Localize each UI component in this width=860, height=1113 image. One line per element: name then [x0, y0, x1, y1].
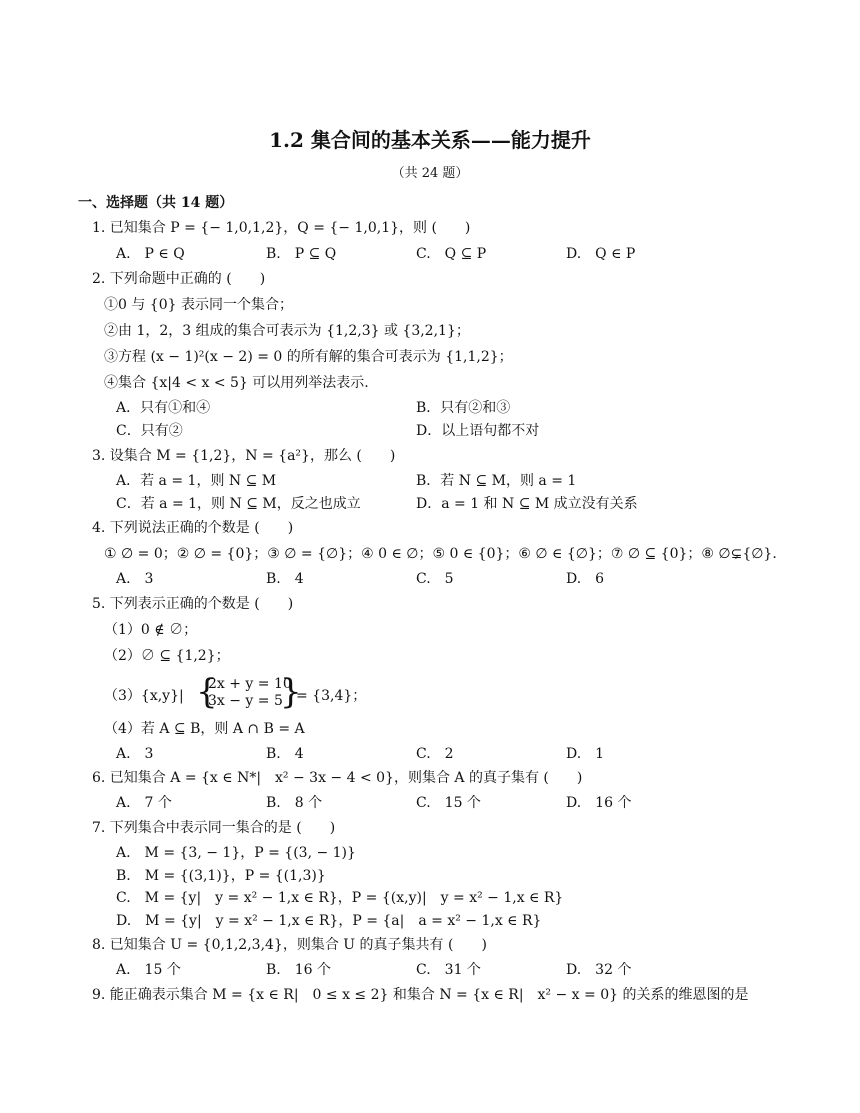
- option-d: D. 1: [566, 746, 605, 762]
- option-c: C. 2: [416, 746, 454, 762]
- option-b: B．只有②和③: [416, 400, 511, 416]
- question-3-options-row2: [0, 495, 860, 513]
- option-c: C．只有②: [116, 423, 183, 439]
- option-d: D. 6: [566, 571, 605, 587]
- question-2-options-row1: [0, 399, 860, 417]
- left-brace: {: [196, 672, 218, 712]
- question-2-item: ②由 1，2，3 组成的集合可表示为 {1,2,3} 或 {3,2,1}；: [104, 323, 470, 339]
- question-5-item: （1）0 ∉ ∅；: [104, 622, 198, 638]
- option-b: B. 16 个: [266, 962, 332, 978]
- option-a: A. 15 个: [116, 962, 181, 978]
- option-a: A. 3: [116, 746, 154, 762]
- option-b: B．若 N ⊆ M，则 a = 1: [416, 473, 577, 489]
- question-4-stem: 4. 下列说法正确的个数是 ( ): [92, 520, 294, 536]
- item-prefix: （3）{x,y}|: [104, 688, 184, 704]
- option-d: D. 16 个: [566, 795, 632, 811]
- question-5-options: [0, 745, 860, 763]
- option-b: B. 8 个: [266, 795, 323, 811]
- option-b: B. 4: [266, 571, 304, 587]
- question-2-item: ③方程 (x − 1)²(x − 2) = 0 的所有解的集合可表示为 {1,1,2}；: [104, 349, 513, 365]
- item-suffix: = {3,4}；: [296, 688, 367, 704]
- option-b: B. P ⊆ Q: [266, 246, 337, 262]
- question-6-options: [0, 794, 860, 812]
- option-a: A. 3: [116, 571, 154, 587]
- question-4-options: [0, 570, 860, 588]
- option-c: C．若 a = 1，则 N ⊆ M，反之也成立: [116, 496, 361, 512]
- question-5-item: （2）∅ ⊆ {1,2}；: [104, 648, 230, 664]
- option-d: D．a = 1 和 N ⊆ M 成立没有关系: [416, 496, 638, 512]
- option-a: A. 7 个: [116, 795, 172, 811]
- page-title: 1.2 集合间的基本关系——能力提升: [269, 128, 591, 152]
- question-2-stem: 2. 下列命题中正确的 ( ): [92, 271, 266, 287]
- question-3-options-row1: [0, 472, 860, 490]
- option-c: C. 15 个: [416, 795, 481, 811]
- option-c: C. Q ⊆ P: [416, 246, 487, 262]
- question-1-options: [0, 245, 860, 263]
- question-6-stem: 6. 已知集合 A = {x ∈ N*| x² − 3x − 4 < 0}，则集合 A 的真子集有 ( ): [92, 770, 583, 786]
- page-subtitle: （共 24 题）: [391, 166, 469, 181]
- option-a: A．只有①和④: [116, 400, 211, 416]
- section-heading: 一、选择题（共 14 题）: [78, 195, 234, 211]
- question-8-options: [0, 961, 860, 979]
- option-a: A．若 a = 1，则 N ⊆ M: [116, 473, 277, 489]
- question-8-stem: 8. 已知集合 U = {0,1,2,3,4}，则集合 U 的真子集共有 ( ): [92, 937, 487, 953]
- option-c: C. 31 个: [416, 962, 481, 978]
- question-2-item: ④集合 {x|4 < x < 5} 可以用列举法表示.: [104, 375, 369, 391]
- question-2-options-row2: [0, 422, 860, 440]
- option-a: A. M = {3, − 1}，P = {(3, − 1)}: [116, 845, 356, 861]
- option-d: D. M = {y| y = x² − 1,x ∈ R}，P = {a| a = x² − 1,x ∈ R}: [116, 913, 542, 929]
- option-b: B. M = {(3,1)}，P = {(1,3)}: [116, 868, 326, 884]
- option-b: B. 4: [266, 746, 304, 762]
- equation-1: 2x + y = 10: [208, 676, 292, 692]
- question-2-item: ①0 与 {0} 表示同一个集合；: [104, 297, 293, 313]
- option-d: D. 32 个: [566, 962, 632, 978]
- option-a: A. P ∈ Q: [116, 246, 185, 262]
- option-d: D. Q ∈ P: [566, 246, 636, 262]
- question-5-stem: 5. 下列表示正确的个数是 ( ): [92, 596, 294, 612]
- equation-2: 3x − y = 5: [208, 693, 283, 709]
- right-brace: }: [280, 672, 302, 712]
- question-5-item: （4）若 A ⊆ B，则 A ∩ B = A: [104, 721, 305, 737]
- question-9-stem: 9. 能正确表示集合 M = {x ∈ R| 0 ≤ x ≤ 2} 和集合 N = {x ∈ R| x² − x = 0} 的关系的维恩图的是: [92, 987, 749, 1003]
- question-3-stem: 3. 设集合 M = {1,2}，N = {a²}，那么 ( ): [92, 448, 396, 464]
- option-d: D．以上语句都不对: [416, 423, 540, 439]
- question-1-stem: 1. 已知集合 P = {− 1,0,1,2}，Q = {− 1,0,1}，则 ( ): [92, 220, 471, 236]
- question-7-stem: 7. 下列集合中表示同一集合的是 ( ): [92, 820, 336, 836]
- option-c: C. 5: [416, 571, 454, 587]
- question-4-item: ① ∅ = 0；② ∅ = {0}；③ ∅ = {∅}；④ 0 ∈ ∅；⑤ 0 ∈ {0}；⑥ ∅ ∈ {∅}；⑦ ∅ ⊆ {0}；⑧ ∅⊊{∅}.: [104, 546, 777, 562]
- option-c: C. M = {y| y = x² − 1,x ∈ R}，P = {(x,y)| y = x² − 1,x ∈ R}: [116, 890, 564, 906]
